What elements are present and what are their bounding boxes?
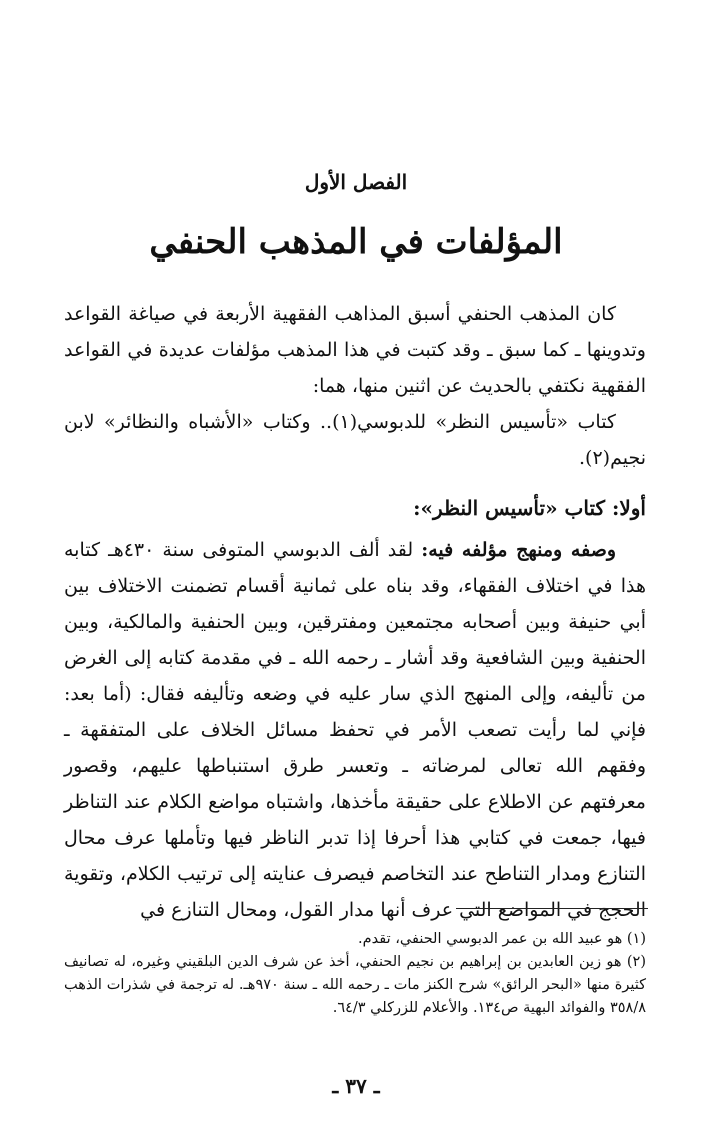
main-text bbox=[64, 296, 646, 928]
section-lead: وصفه ومنهج مؤلفه فيه: bbox=[421, 539, 617, 561]
intro-paragraph-2: كتاب «تأسيس النظر» للدبوسي(١).. وكتاب «الأشباه والنظائر» لابن نجيم(٢). bbox=[64, 411, 646, 469]
footnotes bbox=[64, 928, 646, 1020]
section-heading: أولا: كتاب «تأسيس النظر»: bbox=[413, 496, 646, 520]
chapter-label: الفصل الأول bbox=[304, 170, 408, 194]
chapter-title: المؤلفات في المذهب الحنفي bbox=[149, 222, 563, 262]
intro-paragraph-1: كان المذهب الحنفي أسبق المذاهب الفقهية الأربعة في صياغة القواعد وتدوينها ـ كما سبق ـ وقد كتبت في هذا المذهب مؤلفات عديدة في القواعد الفقهية نكتفي بالحديث عن اثنين منها، هما: bbox=[64, 303, 646, 397]
footnote-2: (٢) هو زين العابدين بن إبراهيم بن نجيم الحنفي، أخذ عن شرف الدين البلقيني وغيره، له تصانيف كثيرة منها «البحر الرائق» شرح الكنز مات ـ رحمه الله ـ سنة ٩٧٠هـ. له ترجمة في شذرات الذهب ٣٥٨/٨ والفوائد البهية ص١٣٤. والأعلام للزركلي ٦٤/٣. bbox=[64, 954, 646, 1016]
section-text: لقد ألف الدبوسي المتوفى سنة ٤٣٠هـ كتابه هذا في اختلاف الفقهاء، وقد بناه على ثمانية أقسام تضمنت الاختلاف بين أبي حنيفة وبين أصحابه مجتمعين ومفترقين، وبين الحنفية والمالكية، وبين الحنفية وبين الشافعية وقد أشار ـ رحمه الله ـ في مقدمة كتابه إلى الغرض من تأليفه، وإلى المنهج الذي سار عليه في وضعه وتأليفه فقال: (أما بعد: فإني لما رأيت تصعب الأمر في تحفظ مسائل الخلاف على المتفقهة ـ وفقهم الله تعالى لمرضاته ـ وتعسر طرق استنباطها عليهم، وقصور معرفتهم عن الاطلاع على حقيقة مأخذها، واشتباه مواضع الكلام عند التناظر فيها، جمعت في كتابي هذا أحرفا إذا تدبر الناظر فيها وتأملها عرف محال التنازع ومدار التناطح عند التخاصم فيصرف عنايته إلى ترتيب الكلام، وتقوية الحجج في المواضع التي عرف أنها مدار القول، ومحال التنازع في bbox=[64, 539, 646, 921]
section-paragraph bbox=[64, 532, 646, 928]
footnote-1: (١) هو عبيد الله بن عمر الدبوسي الحنفي، تقدم. bbox=[358, 931, 646, 947]
footnote-separator bbox=[456, 908, 648, 909]
page-number: ـ ٣٧ ـ bbox=[332, 1074, 380, 1098]
